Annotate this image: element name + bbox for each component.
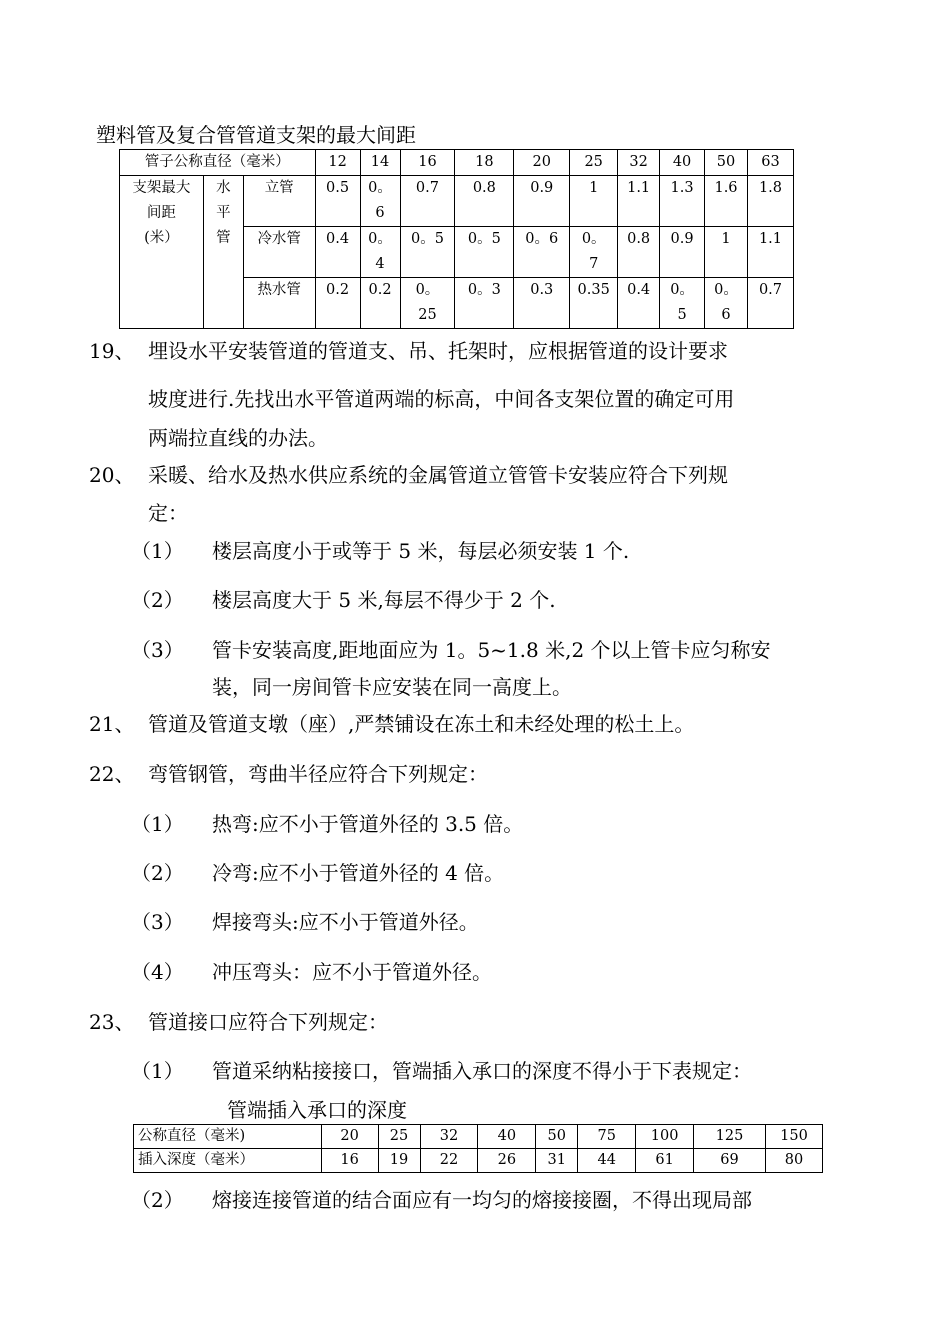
row-label: 插入深度（毫米） xyxy=(134,1149,322,1173)
value-cell: 40 xyxy=(478,1125,536,1149)
table-row xyxy=(134,1125,823,1149)
group-label: 支架最大 间距 (米） xyxy=(120,176,204,329)
value-cell: 0.2 xyxy=(360,278,400,329)
value-cell: 0.8 xyxy=(455,176,514,227)
value-cell: 150 xyxy=(765,1125,822,1149)
row-label: 冷水管 xyxy=(243,227,315,278)
document-page: 塑料管及复合管管道支架的最大间距 管子公称直径（毫米） 12 14 16 18 20 25 32 40 50 63 支架最大 间距 (米） 水 平 管 立管 0.5 0。 6 0.7 0.8 0.9 1 1.1 1.3 1.6 1.8 冷水管 0.4 0。 4 0。5 0。5 0。6 0。 7 0.8 0.9 1 1.1 热水管 0.2 0.2 0。 25 0。3 0.3 0.35 0.4 0。 5 0。 6 0.7 19、 埋设水平安装管道的管道支、吊、托架时，应根据管道的设计要求 坡度进行.先找出水平管道两端的标高，中间各支架位置的确定可用 两端拉直线的办法。 20、 采暖、给水及热水供应系统的金属管道立管管卡安装应符合下列规 定： （1） 楼层高度小于或等于 5 米，每层必须安装 1 个. （2） 楼层高度大于 5 米,每层不得少于 2 个. （3） 管卡安装高度,距地面应为 1。5~1.8 米,2 个以上管卡应匀称安 装，同一房间管卡应安装在同一高度上。 21、 管道及管道支墩（座）,严禁铺设在冻土和未经处理的松土上。 22、 弯管钢管，弯曲半径应符合下列规定： （1） 热弯:应不小于管道外径的 3.5 倍。 （2） 冷弯:应不小于管道外径的 4 倍。 （3） 焊接弯头:应不小于管道外径。 （4） 冲压弯头：应不小于管道外径。 23、 管道接口应符合下列规定： （1） 管道采纳粘接接口，管端插入承口的深度不得小于下表规定： 管端插入承口的深度 公称直径（毫米) 20 25 32 40 50 75 100 125 150 插入深度（毫米） 16 19 22 26 31 44 61 69 80 （2） 熔接连接管道的结合面应有一均匀的熔接接圈，不得出现局部 xyxy=(0,0,950,1344)
value-cell: 1 xyxy=(705,227,748,278)
value-cell: 19 xyxy=(378,1149,420,1173)
diameter-cell: 25 xyxy=(570,150,618,176)
value-cell: 0。 25 xyxy=(400,278,455,329)
value-cell: 0。 6 xyxy=(360,176,400,227)
value-cell: 69 xyxy=(694,1149,766,1173)
insertion-depth-table xyxy=(133,1124,823,1173)
value-cell: 0。5 xyxy=(400,227,455,278)
value-cell: 16 xyxy=(321,1149,378,1173)
value-cell: 100 xyxy=(636,1125,694,1149)
value-cell: 32 xyxy=(420,1125,478,1149)
value-cell: 50 xyxy=(536,1125,578,1149)
item-20-3-line2: 装，同一房间管卡应安装在同一高度上。 xyxy=(212,675,572,699)
diameter-cell: 14 xyxy=(360,150,400,176)
value-cell: 75 xyxy=(578,1125,636,1149)
diameter-cell: 16 xyxy=(400,150,455,176)
item-20-line2: 定： xyxy=(148,501,188,525)
value-cell: 25 xyxy=(378,1125,420,1149)
value-cell: 0.7 xyxy=(747,278,793,329)
table-row xyxy=(120,176,794,227)
value-cell: 61 xyxy=(636,1149,694,1173)
value-cell: 0.35 xyxy=(570,278,618,329)
value-cell: 1.1 xyxy=(618,176,660,227)
value-cell: 0.9 xyxy=(514,176,570,227)
value-cell: 80 xyxy=(765,1149,822,1173)
row-label: 立管 xyxy=(243,176,315,227)
row-label: 公称直径（毫米) xyxy=(134,1125,322,1149)
support-spacing-table xyxy=(119,149,794,329)
value-cell: 0.3 xyxy=(514,278,570,329)
value-cell: 31 xyxy=(536,1149,578,1173)
value-cell: 0.9 xyxy=(660,227,705,278)
value-cell: 26 xyxy=(478,1149,536,1173)
diameter-cell: 18 xyxy=(455,150,514,176)
diameter-cell: 20 xyxy=(514,150,570,176)
value-cell: 20 xyxy=(321,1125,378,1149)
value-cell: 0.4 xyxy=(315,227,360,278)
value-cell: 0。 4 xyxy=(360,227,400,278)
value-cell: 1.3 xyxy=(660,176,705,227)
value-cell: 125 xyxy=(694,1125,766,1149)
diameter-cell: 50 xyxy=(705,150,748,176)
table-row xyxy=(120,150,794,176)
value-cell: 0。5 xyxy=(455,227,514,278)
value-cell: 44 xyxy=(578,1149,636,1173)
value-cell: 0.4 xyxy=(618,278,660,329)
value-cell: 1.6 xyxy=(705,176,748,227)
value-cell: 0。6 xyxy=(514,227,570,278)
header-label: 管子公称直径（毫米） xyxy=(120,150,316,176)
value-cell: 0。3 xyxy=(455,278,514,329)
value-cell: 0。 7 xyxy=(570,227,618,278)
diameter-cell: 63 xyxy=(747,150,793,176)
table2-caption: 管端插入承口的深度 xyxy=(227,1098,407,1122)
item-19-line3: 两端拉直线的办法。 xyxy=(148,426,328,450)
value-cell: 0.5 xyxy=(315,176,360,227)
diameter-cell: 12 xyxy=(315,150,360,176)
value-cell: 0.7 xyxy=(400,176,455,227)
value-cell: 0.8 xyxy=(618,227,660,278)
table-row xyxy=(134,1149,823,1173)
value-cell: 0。 6 xyxy=(705,278,748,329)
value-cell: 22 xyxy=(420,1149,478,1173)
value-cell: 0。 5 xyxy=(660,278,705,329)
table1-caption: 塑料管及复合管管道支架的最大间距 xyxy=(96,123,416,147)
value-cell: 1 xyxy=(570,176,618,227)
value-cell: 1.8 xyxy=(747,176,793,227)
value-cell: 0.2 xyxy=(315,278,360,329)
row-label: 热水管 xyxy=(243,278,315,329)
value-cell: 1.1 xyxy=(747,227,793,278)
item-19-line2: 坡度进行.先找出水平管道两端的标高，中间各支架位置的确定可用 xyxy=(148,387,735,411)
horizontal-pipe-label: 水 平 管 xyxy=(203,176,243,329)
diameter-cell: 32 xyxy=(618,150,660,176)
diameter-cell: 40 xyxy=(660,150,705,176)
